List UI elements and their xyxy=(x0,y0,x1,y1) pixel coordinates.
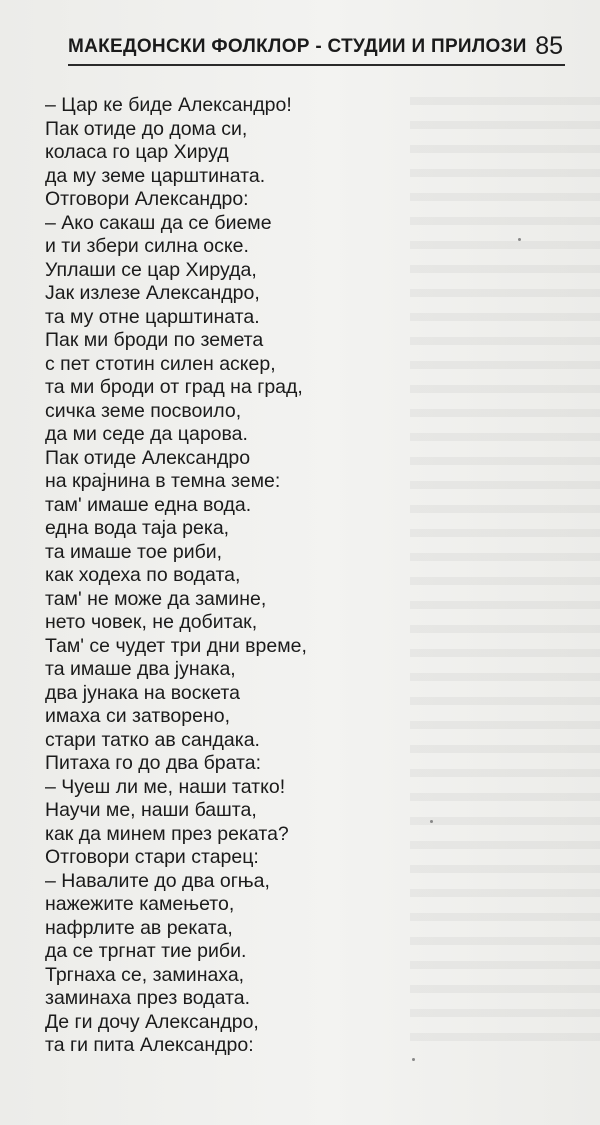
verse-line: да ми седе да царова. xyxy=(45,423,248,445)
verse-line: там' не може да замине, xyxy=(45,587,267,610)
verse-line: на крајнина в темна земе: xyxy=(45,470,281,492)
verse-line: Пак отиде до дома си, xyxy=(45,117,248,140)
paper-speck xyxy=(412,1058,415,1061)
verse-line: Пак отиде Александро xyxy=(45,446,251,469)
verse-line: – Навалите до два огња, xyxy=(45,869,270,892)
verse-line: как ходеха по водата, xyxy=(45,564,241,586)
verse-line: та ми броди от град на град, xyxy=(45,376,303,398)
paper-speck xyxy=(430,820,433,823)
verse-line: та му отне царштината. xyxy=(45,305,260,328)
verse-text xyxy=(45,94,425,1058)
header-title: МАКЕДОНСКИ ФОЛКЛОР - СТУДИИ И ПРИЛОЗИ xyxy=(68,36,527,57)
verse-line: как да минем през реката? xyxy=(45,822,289,845)
verse-line: Научи ме, наши башта, xyxy=(45,799,257,821)
verse-line: два јунака на воскета xyxy=(45,681,240,704)
verse-line: една вода таја река, xyxy=(45,517,230,539)
verse-line: имаха си затворено, xyxy=(45,705,230,727)
verse-line: – Ако сакаш да се биеме xyxy=(45,211,272,234)
verse-line: Јак излезе Александро, xyxy=(45,282,260,304)
verse-line: заминаха през водата. xyxy=(45,987,250,1009)
verse-line: Уплаши се цар Хируда, xyxy=(45,258,257,281)
verse-line: нето човек, не добитак, xyxy=(45,611,258,633)
verse-line: та имаше тое риби, xyxy=(45,540,223,563)
verse-line: – Чуеш ли ме, наши татко! xyxy=(45,775,286,798)
verse-line: да му земе царштината. xyxy=(45,164,266,187)
verse-line: колаcа го цар Хируд xyxy=(45,141,229,163)
verse-line: стари татко ав сандака. xyxy=(45,728,260,751)
verse-line: нажежите камењето, xyxy=(45,893,235,915)
verse-line: Тргнаха се, заминаха, xyxy=(45,963,245,986)
verse-line: Отговори Александро: xyxy=(45,188,249,210)
verse-line: Отговори стари старец: xyxy=(45,846,259,868)
running-header xyxy=(68,30,565,66)
verse-line: Де ги дочу Александро, xyxy=(45,1010,259,1033)
verse-line: там' имаше една вода. xyxy=(45,493,252,516)
paper-speck xyxy=(518,238,521,241)
verse-line: сичка земе посвоило, xyxy=(45,399,242,422)
verse-line: да се тргнат тие риби. xyxy=(45,940,247,962)
verse-line: Питаха го до два брата: xyxy=(45,752,262,774)
show-through-text xyxy=(410,85,600,1045)
verse-line: Там' се чудет три дни време, xyxy=(45,634,307,657)
page-number: 85 xyxy=(535,32,563,60)
verse-line: и ти збери силна оске. xyxy=(45,235,249,257)
verse-line: Пак ми броди по земета xyxy=(45,329,264,351)
verse-line: та имаше два јунака, xyxy=(45,658,236,680)
verse-line: нафрлите ав реката, xyxy=(45,916,233,939)
verse-line: та ги пита Александро: xyxy=(45,1034,254,1056)
verse-line: – Цар ке биде Александро! xyxy=(45,94,292,116)
verse-line: с пет стотин силен аскер, xyxy=(45,352,276,375)
